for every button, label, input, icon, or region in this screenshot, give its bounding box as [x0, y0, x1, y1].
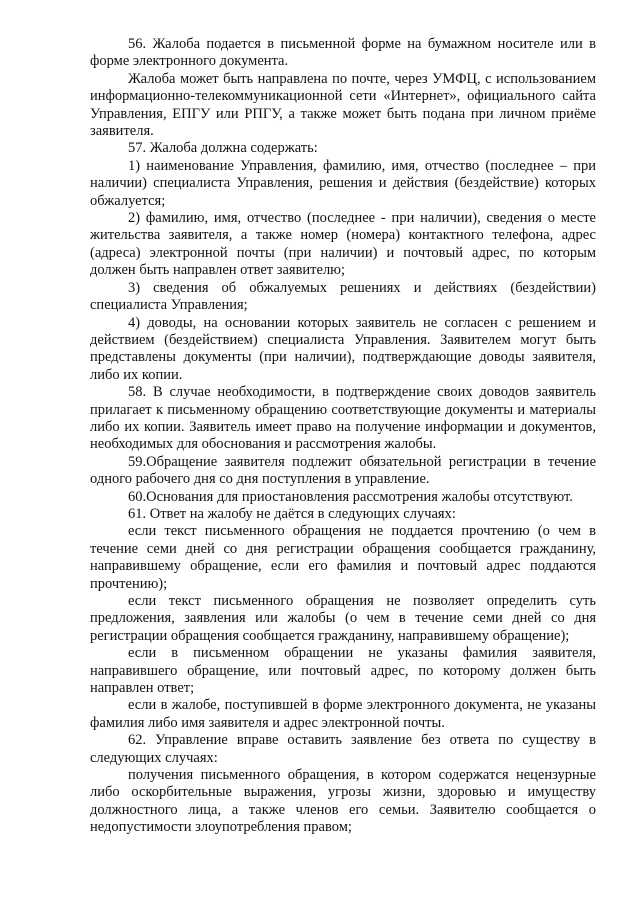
paragraph-61-heading: 61. Ответ на жалобу не даётся в следующих случаях: [128, 505, 456, 522]
paragraph-61-case-unclear: если текст письменного обращения не позволяет определить суть предложения, заявления или жалобы (о чем в течение семи дней со дня регистрации обращения сообщается гражданину, направившему обращение); [90, 593, 596, 644]
paragraph-62-heading: 62. Управление вправе оставить заявление без ответа по существу в следующих случаях: [90, 732, 596, 766]
paragraph-58: 58. В случае необходимости, в подтверждение своих доводов заявитель прилагает к письменному обращению соответствующие документы и материалы либо их копии. Заявитель имеет право на получение информации и документов, необходимых для обоснования и рассмотрения жалобы. [90, 384, 596, 453]
paragraph-57-item-3: 3) сведения об обжалуемых решениях и действиях (бездействии) специалиста Управления; [90, 279, 596, 314]
paragraph-57-item-2: 2) фамилию, имя, отчество (последнее - при наличии), сведения о месте жительства заявителя, а также номер (номера) контактного телефона, адрес (адреса) электронной почты (при наличии) и почтовый адрес, по которым должен быть направлен ответ заявителю; [90, 210, 596, 279]
document-page [90, 36, 596, 837]
paragraph-62-case-obscene: получения письменного обращения, в котором содержатся нецензурные либо оскорбительные выражения, угрозы жизни, здоровью и имуществу должностного лица, а также членов его семьи. Заявителю сообщается о недопустимости злоупотребления правом; [90, 767, 596, 836]
paragraph-61-case-no-name: если в письменном обращении не указаны фамилия заявителя, направившего обращение, или почтовый адрес, по которому должен быть направлен ответ; [90, 645, 596, 697]
paragraph-59: 59.Обращение заявителя подлежит обязательной регистрации в течение одного рабочего дня со дня поступления в управление. [90, 453, 596, 488]
paragraph-57-item-1: 1) наименование Управления, фамилию, имя, отчество (последнее – при наличии) специалиста Управления, решения и действия (бездействие) которых обжалуется; [90, 157, 596, 209]
paragraph-60: 60.Основания для приостановления рассмотрения жалобы отсутствуют. [128, 488, 573, 505]
paragraph-57-item-4: 4) доводы, на основании которых заявитель не согласен с решением и действием (бездействием) специалиста Управления. Заявителем могут быть представлены документы (при наличии), подтверждающие доводы заявителя, либо их копии. [90, 314, 596, 383]
paragraph-56-form: 56. Жалоба подается в письменной форме на бумажном носителе или в форме электронного документа. [90, 36, 596, 70]
paragraph-61-case-electronic: если в жалобе, поступившей в форме электронного документа, не указаны фамилия либо имя заявителя и адрес электронной почты. [90, 697, 596, 731]
paragraph-56-delivery: Жалоба может быть направлена по почте, через УМФЦ, с использованием информационно-телекоммуникационной сети «Интернет», официального сайта Управления, ЕПГУ или РПГУ, а также может быть подана при личном приёме заявителя. [90, 70, 596, 140]
paragraph-61-case-unreadable: если текст письменного обращения не поддается прочтению (о чем в течение семи дней со дня регистрации обращения сообщается гражданину, направившему обращение, если его фамилия и почтовый адрес поддаются прочтению); [90, 523, 596, 592]
paragraph-57-heading: 57. Жалоба должна содержать: [128, 140, 318, 157]
